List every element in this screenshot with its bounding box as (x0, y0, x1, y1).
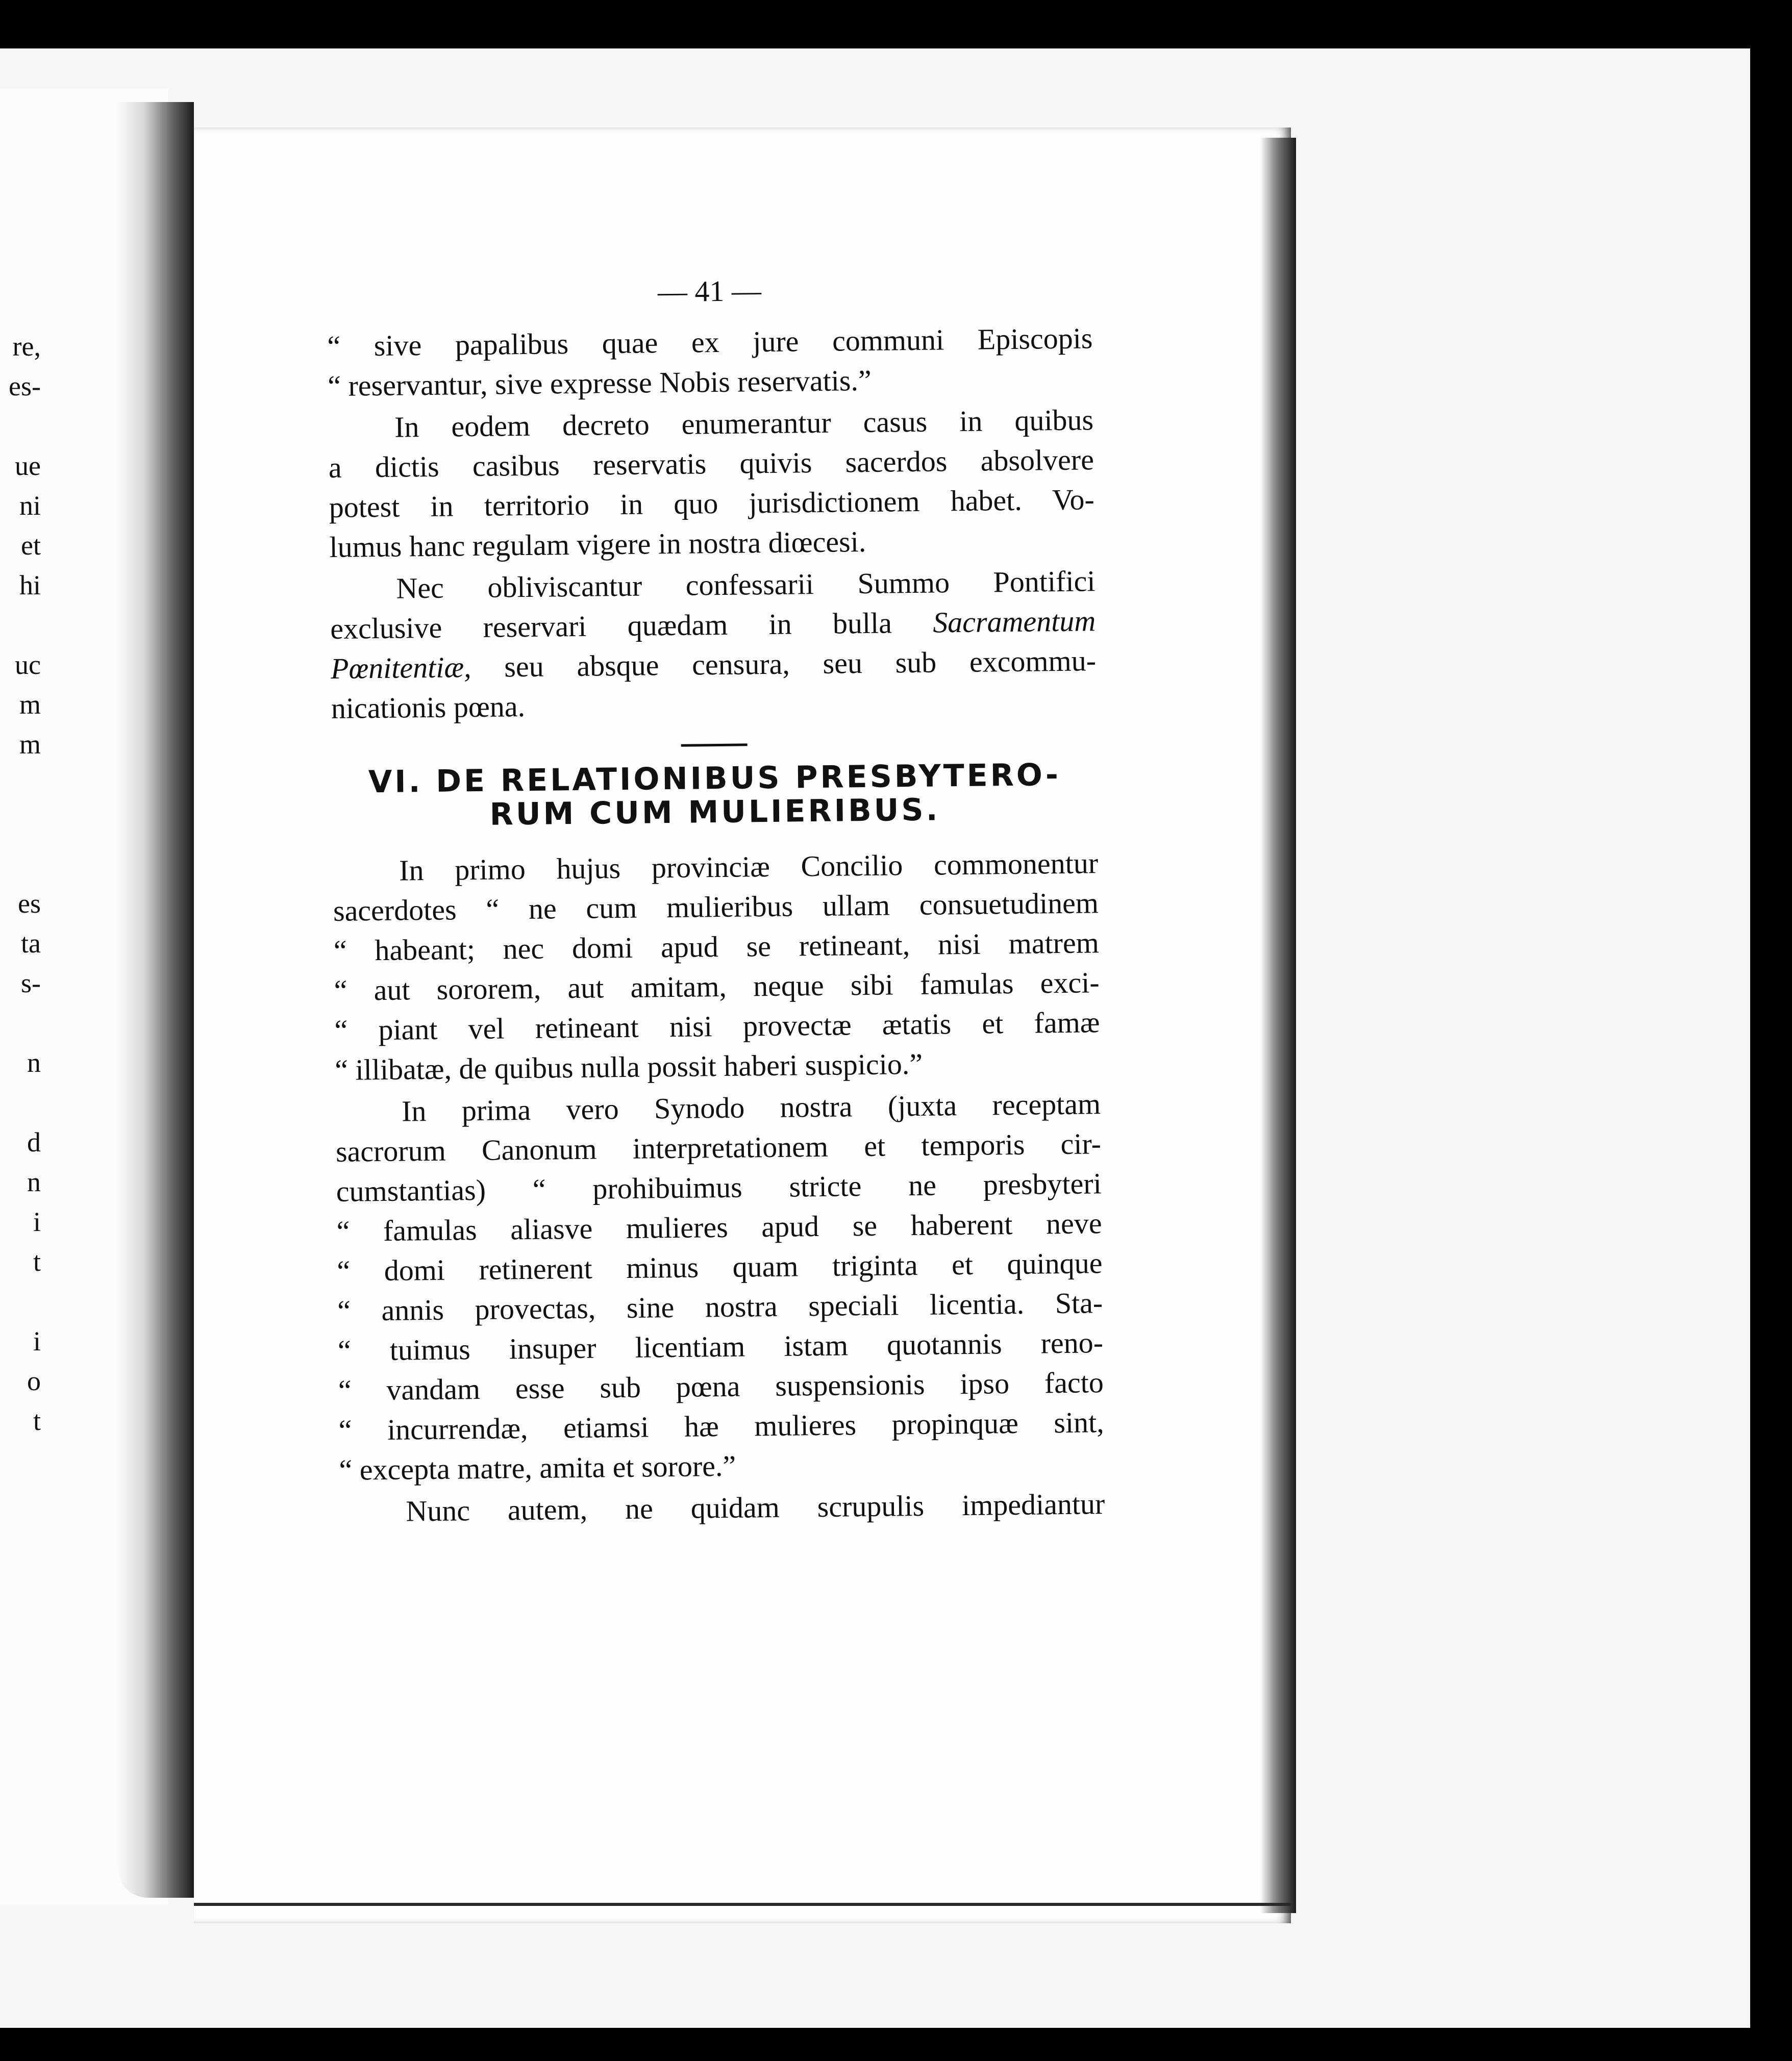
fragment-text: t (33, 1246, 41, 1277)
fragment-text: m (19, 689, 41, 720)
text-line: In prima vero Synodo nostra (juxta receptam (401, 1087, 1101, 1128)
previous-page-fragments (0, 326, 41, 1441)
section-rule (681, 743, 748, 746)
page-number: — 41 — (657, 274, 762, 309)
text-line: potest in territorio in quo jurisdictionem habet. Vo- (329, 483, 1095, 524)
text-line: Nec obliviscantur confessarii Summo Pontifici (396, 564, 1096, 605)
paragraph-now (339, 1484, 1105, 1532)
text-line (331, 641, 1097, 689)
text-line: “ vandam esse sub pœna suspensionis ipso facto (338, 1366, 1104, 1407)
fragment-text: hi (19, 570, 41, 600)
paragraph-first-synod (335, 1084, 1105, 1490)
fragment-text: n (27, 1167, 41, 1197)
text-line: “ habeant; nec domi apud se retineant, nisi matrem (333, 926, 1100, 967)
text-line: In eodem decreto enumerantur casus in quibus (394, 403, 1094, 444)
italic-title: Sacramentum (932, 604, 1096, 639)
text-line: sacrorum Canonum interpretationem et temporis cir- (335, 1127, 1102, 1168)
fragment-text: t (33, 1405, 41, 1436)
text-line: “ tuimus insuper licentiam istam quotannis reno- (337, 1326, 1104, 1367)
fragment-text: i (33, 1207, 41, 1237)
fragment-text: uc (15, 649, 41, 680)
italic-title: Pœnitentiæ, (330, 650, 471, 685)
page-edge (1260, 138, 1296, 1913)
text-line: sacerdotes “ ne cum mulieribus ullam consuetudinem (333, 886, 1099, 927)
fragment-text (0, 406, 41, 446)
text-line: “ illibatæ, de quibus nulla possit haberi suspicio.” (334, 1047, 923, 1087)
text-line: “ annis provectas, sine nostra speciali licentia. Sta- (337, 1286, 1103, 1327)
fragment-text: es (18, 888, 41, 919)
text-line: cumstantias) “ prohibuimus stricte ne presbyteri (336, 1167, 1102, 1208)
text-line: Nunc autem, ne quidam scrupulis impediantur (406, 1487, 1105, 1528)
text-line: nicationis pœna. (331, 689, 526, 725)
fragment-text: n (27, 1047, 41, 1078)
fragment-text (0, 764, 41, 804)
text-line: “ aut sororem, aut amitam, neque sibi famulas exci- (334, 966, 1100, 1007)
text-line: “ incurrendæ, etiamsi hæ mulieres propinquæ sint, (338, 1405, 1104, 1447)
text-line: “ excepta matre, amita et sorore.” (339, 1449, 736, 1487)
paragraph-confessors (330, 561, 1097, 728)
fragment-text: re, (12, 331, 41, 362)
fragment-text: o (27, 1366, 41, 1396)
heading-line: VI. DE RELATIONIBUS PRESBYTERO- (368, 757, 1061, 800)
text-run: seu absque censura, seu sub excommu- (504, 644, 1097, 684)
text-line: In primo hujus provinciæ Concilio commonentur (399, 846, 1099, 887)
text-line: “ domi retinerent minus quam triginta et quinque (337, 1246, 1103, 1288)
fragment-text: m (19, 729, 41, 760)
paragraph-first-council (333, 843, 1101, 1090)
text-line: a dictis casibus reservatis quivis sacerdos absolvere (328, 443, 1094, 484)
fragment-text (0, 1003, 41, 1043)
fragment-text: ta (21, 928, 41, 959)
fragment-text (0, 1281, 41, 1321)
section-heading (332, 758, 1098, 833)
fragment-text (0, 844, 41, 884)
fragment-text (0, 804, 41, 844)
text-line: “ piant vel retineant nisi provectæ ætatis et famæ (334, 1006, 1100, 1047)
fragment-text: ni (19, 490, 41, 521)
fragment-text: es- (9, 371, 41, 401)
fragment-text: d (27, 1127, 41, 1158)
fragment-text: ue (15, 450, 41, 481)
fragment-text (0, 1083, 41, 1122)
paragraph-quote-end (327, 318, 1093, 406)
fragment-text: i (33, 1326, 41, 1356)
text-line: “ famulas aliasve mulieres apud se haberent neve (336, 1207, 1102, 1248)
page-text (327, 267, 1105, 1534)
text-line: “ reservantur, sive expresse Nobis reservatis.” (327, 363, 872, 403)
fragment-text (0, 605, 41, 645)
heading-line: RUM CUM MULIERIBUS. (489, 792, 940, 833)
paragraph-decree (328, 400, 1095, 567)
page-bottom-edge (194, 1903, 1291, 1921)
text-run: exclusive reservari quædam in bulla (330, 606, 892, 645)
text-line: “ sive papalibus quae ex jure communi Episcopis (327, 321, 1093, 363)
text-line: lumus hanc regulam vigere in nostra diœcesi. (329, 524, 866, 564)
fragment-text: et (21, 530, 41, 561)
book-gutter (117, 102, 194, 1898)
fragment-text: s- (21, 968, 41, 998)
